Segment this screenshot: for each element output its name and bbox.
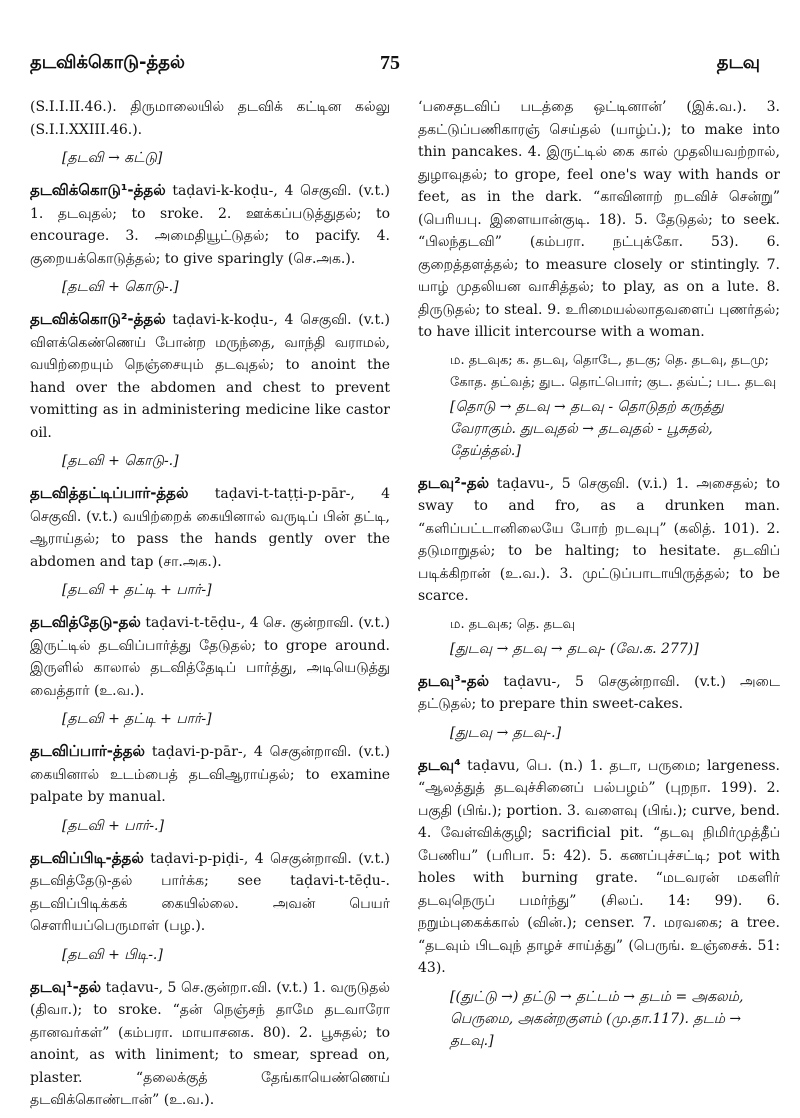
- etymology-note: [துடவு → தடவு → தடவு- (வே.க. 277)]: [450, 640, 699, 657]
- left-column: [30, 96, 390, 1118]
- page-number: 75: [380, 52, 400, 74]
- dictionary-entry: [30, 611, 390, 702]
- entry-definition: taḍavu-, 5 செகுன்றாவி. (v.t.) அடை தட்டுதல்; to prepare thin sweet-cakes.: [418, 673, 780, 712]
- headword: தடவு⁴: [418, 755, 461, 774]
- dictionary-entry: [30, 740, 390, 809]
- headword: தடவித்தேடு-தல்: [30, 613, 141, 631]
- headword: தடவு¹-தல்: [30, 977, 102, 996]
- running-head-left: தடவிக்கொடு-த்தல்: [30, 52, 185, 73]
- headword: தடவிப்பார்-த்தல்: [30, 742, 145, 760]
- cognates-note: ம. தடவுக; க. தடவு, தொடே, தடகு; தெ. தடவு, தடமு; கோத. தட்வத்; துட. தொட்பொர்; குட. தவ்ட்; பட. தடவு: [450, 352, 777, 390]
- entry-definition: taḍavu-, 5 செ.குன்றா.வி. (v.t.) 1. வருடுதல் (திவா.); to sroke. “தன் நெஞ்சந் தாமே தடவாரோ தானவர்கள்” (கம்பரா. மாயாசனக. 80). 2. பூசுதல்; to anoint, as with liniment; to smear, spread on, plaster. “தலைக்குத் தேங்காயெண்ணெய் தடவிக்கொண்டான்” (உ.வ.).: [30, 979, 390, 1108]
- etymology-note: [தடவி + தட்டி + பார்-]: [62, 711, 212, 727]
- entry-definition: taḍavi-p-piḍi-, 4 செகுன்றாவி. (v.t.) தடவித்தேடு-தல் பார்க்க; see taḍavi-t-tēḍu-. தடவிப்பிடிக்கக் கையில்லை. அவன் பெயர் சௌரியப்பெருமாள் (பழ.).: [30, 850, 390, 934]
- entry-definition: taḍavi-t-taṭṭi-p-pār-, 4 செகுவி. (v.t.) வயிற்றைக் கையினால் வருடிப் பின் தட்டி, ஆராய்தல்; to pass the hands gently over the abdomen and tap (சா.அக.).: [30, 486, 390, 570]
- headword: தடவிக்கொடு²-த்தல்: [30, 310, 166, 328]
- entry-definition: taḍavi-k-koḍu-, 4 செகுவி. (v.t.) 1. தடவுதல்; to sroke. 2. ஊக்கப்படுத்துதல்; to encourage. 3. அமைதியூட்டுதல்; to pacify. 4. குறையக்கொடுத்தல்; to give sparingly (செ.அக.).: [30, 183, 390, 267]
- dictionary-entry: [30, 976, 390, 1112]
- entry-continuation: (S.I.I.II.46.). திருமாலையில் தடவிக் கட்டின கல்லு (S.I.I.XXIII.46.).: [30, 99, 390, 138]
- entry-definition: taḍavi-k-koḍu-, 4 செகுவி. (v.t.) விளக்கெண்ணெய் போன்ற மருந்தை, வாந்தி வராமல், வயிற்றையும் நெஞ்சையும் தடவுதல்; to anoint the hand over the abdomen and chest to prevent vomitting as in administering medicine like castor oil.: [30, 312, 390, 441]
- dictionary-entry: [418, 472, 780, 608]
- dictionary-entry: [30, 847, 390, 938]
- headword: தடவித்தட்டிப்பார்-த்தல்: [30, 484, 189, 502]
- dictionary-entry: [30, 308, 390, 444]
- entry-definition: taḍavi-t-tēḍu-, 4 செ. குன்றாவி. (v.t.) இருட்டில் தடவிப்பார்த்து தேடுதல்; to grope around. இருளில் காலால் தடவித்தேடிப் பார்த்து, அடியெடுத்து வைத்தார் (உ.வ.).: [30, 615, 390, 699]
- etymology-note: [தடவி + தட்டி + பார்-]: [62, 582, 212, 598]
- etymology-note: [தடவி + பார்-.]: [62, 817, 164, 834]
- etymology-note: [தடவி + கொடு-.]: [62, 279, 179, 295]
- etymology-note: [தடவி → கட்டு]: [62, 150, 163, 166]
- entry-definition: taḍavu-, 5 செகுவி. (v.i.) 1. அசைதல்; to sway to and fro, as a drunken man. “களிப்பட்டானிலையே போற் றடவுபு” (கலித். 101). 2. தடுமாறுதல்; to be halting; to hesitate. தடவிப் படிக்கிறான் (உ.வ.). 3. முட்டுப்பாடாயிருத்தல்; to be scarce.: [418, 475, 780, 604]
- headword: தடவிப்பிடி-த்தல்: [30, 848, 144, 867]
- etymology-note: [தடவி + பிடி-.]: [62, 946, 163, 963]
- etymology-note: [(துட்டு →) தட்டு → தட்டம் → தடம் = அகலம், பெருமை, அகன்றகுளம் (மு.தா.117). தடம் → தடவு.]: [450, 988, 744, 1049]
- entry-definition: taḍavu, பெ. (n.) 1. தடா, பருமை; largeness. “ஆலத்துத் தடவுச்சினைப் பல்பழம்” (புறநா. 199). 2. பகுதி (பிங்.); portion. 3. வளைவு (பிங்.); curve, bend. 4. வேள்விக்குழி; sacrificial pit. “தடவு நிமிர்முத்தீப் பேணிய” (பரிபா. 5: 42). 5. கணப்புச்சட்டி; pot with holes with burning grate. “மடவரன் மகளிர் தடவுநெருப் பமர்ந்து” (சிலப். 14: 99). 6. நறும்புகைக்கால் (வின்.); censer. 7. மரவகை; a tree. “தடவும் பிடவுந் தாழச் சாய்த்து” (பெருங். உஞ்சைக். 51: 43).: [418, 757, 780, 976]
- dictionary-entry: [30, 482, 390, 573]
- dictionary-entry: [418, 754, 780, 980]
- dictionary-entry: [30, 179, 390, 270]
- entry-continuation: ‘பசைதடவிப் படத்தை ஒட்டினான்’ (இக்.வ.). 3. தகட்டுப்பணிகாரஞ் செய்தல் (யாழ்ப்.); to make into thin pancakes. 4. இருட்டில் கை கால் முதலியவற்றால், துழாவுதல்; to grope, feel one's way with hands or feet, as in the dark. “காவினாற் றடவிச் சென்று” (பெரியபு. இளையான்குடி. 18). 5. தேடுதல்; to seek. “பிலந்தடவி” (கம்பரா. நட்புக்கோ. 53). 6. குறைத்தளத்தல்; to measure closely or stintingly. 7. யாழ் முதலியன வாசித்தல்; to play, as on a lute. 8. திருடுதல்; to steal. 9. உரிமையல்லாதவளைப் புணர்தல்; to have illicit intercourse with a woman.: [418, 99, 780, 340]
- right-column: [418, 96, 780, 1062]
- etymology-note: [தொடு → தடவு → தடவு - தொடுதற் கருத்து வேராகும். துடவுதல் → தடவுதல் - பூசுதல், தேய்த்தல்.]: [450, 398, 724, 459]
- headword: தடவு³-தல்: [418, 671, 490, 690]
- etymology-note: [தடவி + கொடு-.]: [62, 453, 179, 469]
- cognates-note: ம. தடவுக; தெ. தடவு: [450, 616, 575, 632]
- headword: தடவு²-தல்: [418, 473, 490, 492]
- running-head-right: தடவு: [716, 52, 760, 73]
- etymology-note: [துடவு → தடவு-.]: [450, 724, 562, 741]
- dictionary-entry: [418, 670, 780, 716]
- entry-definition: taḍavi-p-pār-, 4 செகுன்றாவி. (v.t.) கையினால் உடம்பைத் தடவிஆராய்தல்; to examine palpate by manual.: [30, 744, 390, 805]
- headword: தடவிக்கொடு¹-த்தல்: [30, 181, 166, 199]
